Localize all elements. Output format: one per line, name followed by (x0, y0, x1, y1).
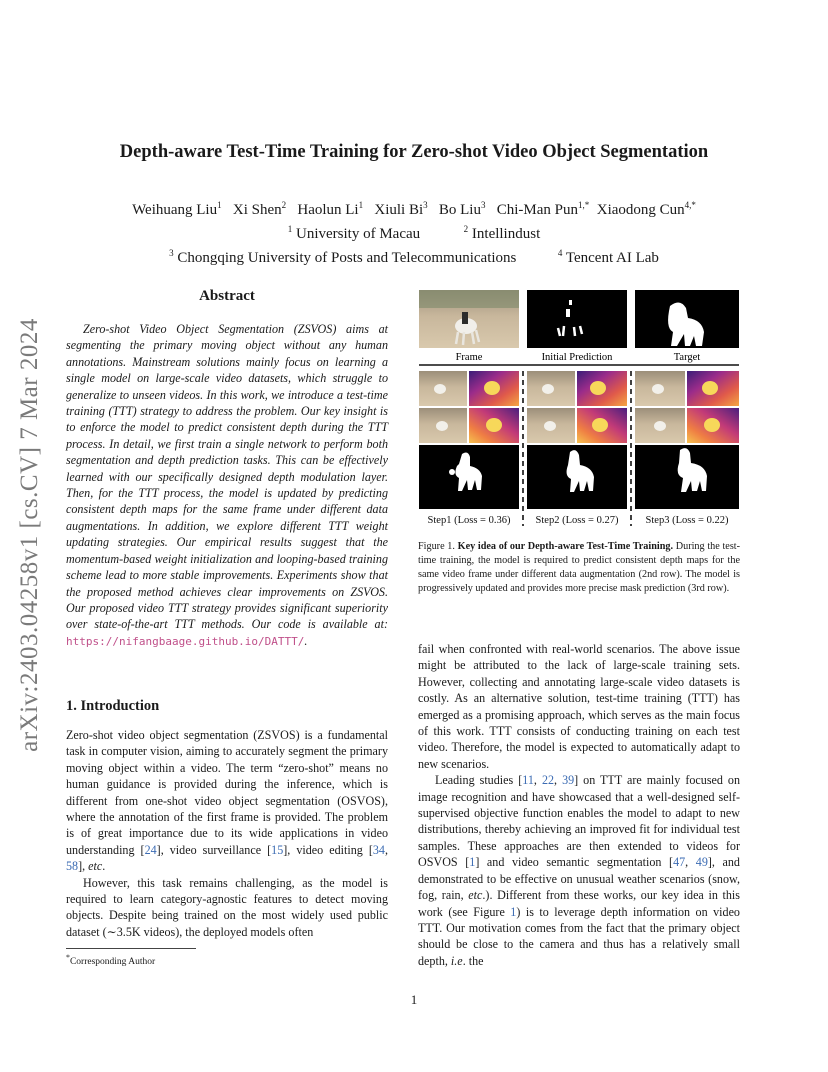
fig-label-initial-prediction: Initial Prediction (541, 352, 613, 363)
page-number: 1 (410, 992, 418, 1007)
depth-maps-step1 (419, 371, 519, 443)
initial-prediction-mask (527, 290, 627, 348)
citation-link[interactable]: 49 (695, 855, 708, 870)
arxiv-stamp (10, 290, 50, 780)
intro-paragraph (66, 727, 388, 875)
caption-label: Figure 1. (418, 541, 455, 552)
fig-label-target: Target (673, 352, 701, 363)
affil-sup: 2 (463, 224, 469, 234)
author-block (60, 196, 768, 268)
arxiv-stamp-text: arXiv:2403.04258v1 [cs.CV] 7 Mar 2024 (16, 318, 43, 752)
author-name: Weihuang Liu (132, 202, 218, 218)
author-sup: 1 (358, 200, 364, 210)
fig-label-frame: Frame (455, 352, 483, 363)
author-name: Haolun Li (297, 202, 359, 218)
citation-link[interactable]: 15 (271, 842, 284, 857)
affil-sup: 1 (287, 224, 293, 234)
text-run: ] and video semantic segmentation [ (475, 855, 674, 870)
abstract-heading: Abstract (199, 288, 255, 304)
text-run: etc (468, 888, 483, 903)
text-run: i.e (450, 953, 463, 968)
figure-link[interactable]: 1 (510, 904, 517, 919)
affiliation-line (60, 244, 768, 268)
intro-paragraph: However, this task remains challenging, as the model is required to learn category-agnostic features to detect moving objects. Despite being trained on the most widely used public dataset (∼3.5K videos), the deployed models often (66, 875, 388, 939)
mask-step1 (419, 445, 519, 509)
text-run: . (102, 859, 106, 874)
affil-sup: 3 (169, 248, 174, 258)
text-run: , (685, 855, 696, 870)
affiliation: Intellindust (471, 226, 541, 242)
figure-caption (418, 540, 740, 596)
intro-left-column (66, 727, 388, 940)
depth-maps-step2 (527, 371, 627, 443)
author-sup: 3 (423, 200, 428, 210)
section-heading-introduction: 1. Introduction (66, 698, 160, 714)
citation-link[interactable]: 24 (144, 842, 157, 857)
text-run: ] on TTT are mainly focused on image recognition and have showcased that a well-designed self-supervised objective function enables the model to adapt to new distributions, thereby achieving an improved fit for individual test samples. These approaches are then extended to videos for OSVOS [ (418, 773, 741, 870)
footnote (66, 953, 388, 967)
target-mask (635, 290, 739, 348)
author-name: Xiuli Bi (374, 202, 424, 218)
citation-link[interactable]: 58 (66, 859, 79, 874)
citation-link[interactable]: 1 (469, 855, 476, 870)
author-sup: 1,* (577, 200, 590, 210)
affiliation: University of Macau (296, 226, 421, 242)
frame-image (419, 290, 519, 348)
footnote-rule (66, 948, 196, 949)
footnote-text: Corresponding Author (69, 957, 156, 968)
author-name: Xiaodong Cun (596, 202, 685, 218)
author-name: Xi Shen (232, 202, 282, 218)
abstract-text: Zero-shot Video Object Segmentation (ZSVOS) aims at segmenting the primary moving object without any human annotations. Mainstream solutions mainly focus on learning a single model on large-scale video datasets, which struggle to generalize to unseen videos. In this work, we introduce a test-time training (TTT) strategy to address the problem. Our key insight is to enforce the model to predict consistent depth during the TTT process. In detail, we first train a single network to perform both segmentation and depth prediction tasks. This can be effectively learned with our specifically designed depth modulation layer. Then, for the TTT process, the model is updated by predicting consistent depth maps for the same frame under different data augmentations. In addition, we explore different TTT weight updating strategies. Our empirical results suggest that the momentum-based weight initialization and looping-based training scheme lead to more stable improvements. Experiments show that the proposed method achieves clear improvements on ZSVOS. Our proposed video TTT strategy provides significant superiority over state-of-the-art TTT methods. Our code is available at: (66, 322, 388, 632)
author-name: Bo Liu (438, 202, 481, 218)
text-run: ], video surveillance [ (156, 842, 272, 857)
text-run: ], video editing [ (283, 842, 373, 857)
code-link[interactable]: https://nifangbaage.github.io/DATTT/ (66, 634, 305, 648)
text-run: , (554, 773, 563, 788)
caption-text: During the test-time training, the model is required to predict consistent depth maps for the same video frame under different data augmentation (2nd row). The model is progressively updated and provides more precise mask prediction (3rd row). (418, 541, 741, 594)
intro-paragraph: fail when confronted with real-world scenarios. The above issue might be attributed to the lack of large-scale training sets. However, collecting and annotating large-scale video datasets is costly. As an alternative solution, test-time training (TTT) has emerged as a promising approach, which serves as the main focus of this work. TTT consists of conducting training on each test video. Therefore, the model is expected to automatically adapt to new scenarios. (418, 642, 740, 771)
intro-right-column (418, 641, 740, 969)
mask-step3 (635, 445, 739, 509)
affiliation-line (60, 220, 768, 244)
citation-link[interactable]: 34 (372, 842, 385, 857)
footnote-marker: * (66, 953, 70, 962)
text-run: ], and demonstrated to be effective on unusual weather scenarios (snow, fog, rain, (418, 855, 740, 903)
step-label-2: Step2 (Loss = 0.27) (535, 515, 619, 526)
citation-link[interactable]: 22 (541, 773, 555, 788)
affil-sup: 4 (557, 248, 563, 258)
author-sup: 1 (217, 200, 222, 210)
citation-link[interactable]: 47 (673, 855, 686, 870)
text-run: Zero-shot video object segmentation (ZSVOS) is a fundamental task in computer vision, aiming to accurately segment the primary moving object within a video. The term “zero-shot” means no human guidance is provided during the inference, which is different from one-shot video object segmentation (OSVOS), where the annotation of the first frame is provided. The problem is of great importance due to its wide applications in video understanding [ (66, 728, 388, 857)
step-label-3: Step3 (Loss = 0.22) (645, 515, 729, 526)
text-run: ], (78, 859, 89, 874)
text-run: .). Different from these works, our key idea in this work (see Figure (418, 888, 740, 919)
text-run: etc (88, 859, 103, 874)
paper-title: Depth-aware Test-Time Training for Zero-shot Video Object Segmentation (119, 142, 709, 162)
abstract-end: . (304, 633, 308, 648)
affiliation: Chongqing University of Posts and Telecommunications (177, 250, 517, 266)
figure-1-graphic (418, 288, 740, 528)
mask-step2 (527, 445, 627, 509)
text-run: , (384, 842, 388, 857)
author-sup: 3 (480, 200, 486, 210)
author-sup: 4,* (684, 200, 696, 210)
text-run: ) is to leverage depth information on video TTT. Our motivation comes from the fact that the primary object should be close to the camera and thus has a relatively small depth, (418, 904, 740, 968)
author-sup: 2 (281, 200, 287, 210)
intro-paragraph (418, 772, 740, 969)
depth-maps-step3 (635, 371, 739, 443)
author-name: Chi-Man Pun (496, 202, 578, 218)
affiliation: Tencent AI Lab (565, 250, 659, 266)
author-line (60, 196, 768, 220)
citation-link[interactable]: 39 (562, 773, 575, 788)
citation-link[interactable]: 11 (522, 773, 534, 788)
caption-bold: Key idea of our Depth-aware Test-Time Training. (457, 541, 674, 552)
step-label-1: Step1 (Loss = 0.36) (427, 515, 511, 526)
text-run: Leading studies [ (435, 773, 523, 788)
figure-1 (418, 288, 740, 528)
text-run: . the (462, 953, 484, 968)
text-run: , (533, 773, 542, 788)
abstract-body (66, 321, 388, 650)
